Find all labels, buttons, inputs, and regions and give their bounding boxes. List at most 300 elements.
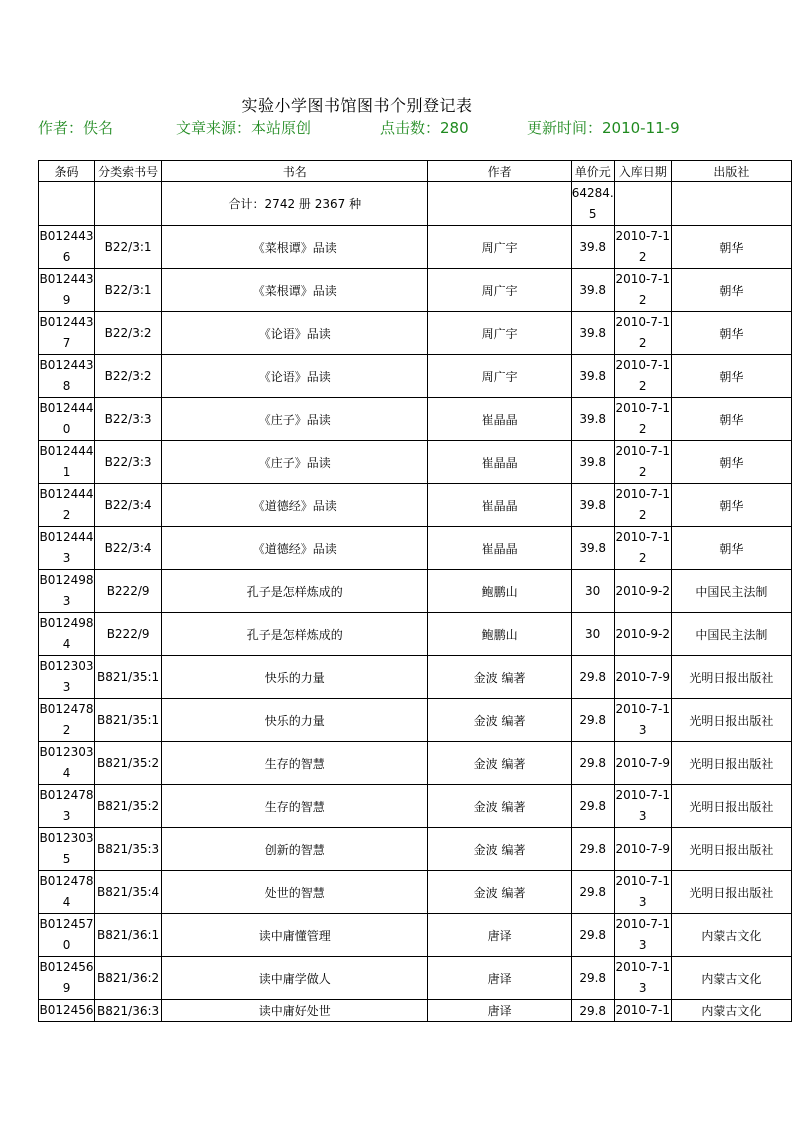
book-title-cell xyxy=(162,656,428,699)
barcode-cell-text: B0124783 xyxy=(39,788,94,823)
author-cell xyxy=(428,742,571,785)
price-cell-text: 29.8 xyxy=(579,756,607,770)
price-cell xyxy=(571,699,614,742)
barcode-cell-text: B0123034 xyxy=(39,745,94,780)
author-cell xyxy=(428,226,571,269)
price-cell xyxy=(571,1000,614,1022)
price-cell-text: 29.8 xyxy=(579,885,607,899)
col-header-title: 书名 xyxy=(162,161,428,182)
author-cell xyxy=(428,656,571,699)
publisher-cell-text: 朝华 xyxy=(719,240,744,255)
price-cell xyxy=(571,398,614,441)
click-count: 点击数：280 xyxy=(380,119,469,137)
barcode-cell xyxy=(39,527,95,570)
author-cell xyxy=(428,871,571,914)
book-title-cell-text: 孔子是怎样炼成的 xyxy=(246,584,343,599)
book-title-cell xyxy=(162,441,428,484)
date-cell xyxy=(614,828,671,871)
price-cell xyxy=(571,570,614,613)
price-cell-text: 29.8 xyxy=(579,971,607,985)
barcode-cell-text: B0124440 xyxy=(39,401,94,436)
author-cell xyxy=(428,699,571,742)
barcode-cell xyxy=(39,957,95,1000)
table-row xyxy=(39,613,792,656)
date-cell-text: 2010-7-9 xyxy=(615,841,670,856)
barcode-cell-text: B0124441 xyxy=(39,444,94,479)
class-number-cell-text: B22/3:4 xyxy=(104,498,152,512)
author-cell xyxy=(428,398,571,441)
price-cell xyxy=(571,269,614,312)
col-header-publisher: 出版社 xyxy=(671,161,791,182)
summary-empty-cell xyxy=(95,182,162,226)
class-number-cell-text: B22/3:2 xyxy=(104,326,152,340)
date-cell-text: 2010-7-12 xyxy=(615,530,670,565)
price-cell xyxy=(571,828,614,871)
barcode-cell xyxy=(39,355,95,398)
publisher-cell xyxy=(671,484,791,527)
table-row xyxy=(39,355,792,398)
date-cell-text: 2010-7-12 xyxy=(615,315,670,350)
col-header-price: 单价元 xyxy=(571,161,614,182)
table-row xyxy=(39,570,792,613)
publisher-cell xyxy=(671,742,791,785)
class-number-cell-text: B22/3:4 xyxy=(104,541,152,555)
publisher-cell-text: 朝华 xyxy=(719,369,744,384)
book-title-cell-text: 孔子是怎样炼成的 xyxy=(246,627,343,642)
class-number-cell xyxy=(95,656,162,699)
col-header-author: 作者 xyxy=(428,161,571,182)
price-cell-text: 30 xyxy=(585,584,601,598)
barcode-cell xyxy=(39,312,95,355)
date-cell xyxy=(614,1000,671,1022)
table-row xyxy=(39,656,792,699)
book-title-cell xyxy=(162,312,428,355)
barcode-cell-text: B0124983 xyxy=(39,573,94,608)
book-title-cell xyxy=(162,226,428,269)
author-cell xyxy=(428,355,571,398)
author-cell xyxy=(428,914,571,957)
barcode-cell-text: B0124570 xyxy=(39,917,94,952)
author-cell xyxy=(428,312,571,355)
class-number-cell-text: B821/36:3 xyxy=(97,1003,160,1018)
date-cell xyxy=(614,914,671,957)
publisher-cell-text: 光明日报出版社 xyxy=(689,842,774,857)
book-title-cell xyxy=(162,742,428,785)
publisher-cell-text: 内蒙古文化 xyxy=(701,1004,762,1018)
barcode-cell xyxy=(39,828,95,871)
date-cell xyxy=(614,570,671,613)
date-cell-text: 2010-7-12 xyxy=(615,229,670,264)
date-cell-text: 2010-7-9 xyxy=(615,669,670,684)
book-title-cell xyxy=(162,269,428,312)
author-cell-text: 金波 编著 xyxy=(473,799,526,814)
date-cell xyxy=(614,312,671,355)
publisher-cell-text: 光明日报出版社 xyxy=(689,799,774,814)
book-title-cell-text: 快乐的力量 xyxy=(264,713,325,728)
author-cell xyxy=(428,484,571,527)
book-title-cell xyxy=(162,699,428,742)
publisher-cell xyxy=(671,312,791,355)
publisher-cell xyxy=(671,1000,791,1022)
publisher-cell-text: 内蒙古文化 xyxy=(701,971,762,986)
class-number-cell xyxy=(95,957,162,1000)
barcode-cell xyxy=(39,269,95,312)
table-row xyxy=(39,699,792,742)
publisher-cell xyxy=(671,269,791,312)
class-number-cell-text: B222/9 xyxy=(106,584,150,598)
price-cell xyxy=(571,527,614,570)
author-cell-text: 金波 编著 xyxy=(473,713,526,728)
book-title-cell-text: 《道德经》品读 xyxy=(252,541,337,556)
update-time: 更新时间：2010-11-9 xyxy=(527,119,680,137)
table-row xyxy=(39,398,792,441)
book-title-cell-text: 《庄子》品读 xyxy=(258,455,331,470)
book-title-cell-text: 创新的智慧 xyxy=(264,842,325,857)
date-cell-text: 2010-7-13 xyxy=(615,960,670,995)
publisher-cell xyxy=(671,914,791,957)
book-title-cell xyxy=(162,527,428,570)
publisher-cell xyxy=(671,656,791,699)
publisher-cell xyxy=(671,828,791,871)
author-cell xyxy=(428,527,571,570)
summary-empty-cell xyxy=(614,182,671,226)
date-cell-text: 2010-9-2 xyxy=(615,626,670,641)
class-number-cell xyxy=(95,269,162,312)
author-cell-text: 鲍鹏山 xyxy=(481,584,518,599)
table-row xyxy=(39,914,792,957)
table-header-row xyxy=(39,161,792,182)
date-cell xyxy=(614,441,671,484)
publisher-cell-text: 光明日报出版社 xyxy=(689,713,774,728)
date-cell-text: 2010-7-9 xyxy=(615,755,670,770)
price-cell-text: 29.8 xyxy=(579,928,607,942)
book-title-cell xyxy=(162,570,428,613)
price-cell xyxy=(571,441,614,484)
publisher-cell xyxy=(671,613,791,656)
date-cell xyxy=(614,398,671,441)
book-title-cell-text: 读中庸好处世 xyxy=(258,1004,331,1018)
col-header-barcode: 条码 xyxy=(39,161,95,182)
publisher-cell-text: 光明日报出版社 xyxy=(689,756,774,771)
book-title-cell xyxy=(162,785,428,828)
summary-total-price-text: 64284.5 xyxy=(571,185,614,221)
book-title-cell-text: 读中庸学做人 xyxy=(258,971,331,986)
publisher-cell xyxy=(671,570,791,613)
table-row xyxy=(39,742,792,785)
price-cell xyxy=(571,785,614,828)
barcode-cell xyxy=(39,785,95,828)
author-cell xyxy=(428,269,571,312)
date-cell xyxy=(614,785,671,828)
col-header-class-number: 分类索书号 xyxy=(95,161,162,182)
book-title-cell-text: 《道德经》品读 xyxy=(252,498,337,513)
publisher-cell xyxy=(671,355,791,398)
date-cell-text: 2010-7-12 xyxy=(615,444,670,479)
book-title-cell-text: 《论语》品读 xyxy=(258,369,331,384)
class-number-cell-text: B821/36:1 xyxy=(97,928,160,942)
class-number-cell-text: B222/9 xyxy=(106,627,150,641)
author-cell-text: 金波 编著 xyxy=(473,842,526,857)
date-cell xyxy=(614,355,671,398)
author-cell-text: 周广宇 xyxy=(481,369,518,384)
publisher-cell-text: 朝华 xyxy=(719,455,744,470)
barcode-cell xyxy=(39,871,95,914)
class-number-cell-text: B821/35:2 xyxy=(97,756,160,770)
class-number-cell xyxy=(95,785,162,828)
book-title-cell xyxy=(162,957,428,1000)
author-cell-text: 金波 编著 xyxy=(473,756,526,771)
book-title-cell xyxy=(162,1000,428,1022)
barcode-cell-text: B0124782 xyxy=(39,702,94,737)
price-cell-text: 39.8 xyxy=(579,541,607,555)
book-title-cell xyxy=(162,484,428,527)
date-cell xyxy=(614,484,671,527)
source-info: 文章来源：本站原创 xyxy=(176,119,312,137)
author-cell xyxy=(428,1000,571,1022)
book-title-cell-text: 快乐的力量 xyxy=(264,670,325,685)
barcode-cell-text: B0124784 xyxy=(39,874,94,909)
class-number-cell-text: B22/3:1 xyxy=(104,283,152,297)
class-number-cell-text: B22/3:2 xyxy=(104,369,152,383)
book-register-table xyxy=(38,160,792,1022)
author-cell xyxy=(428,570,571,613)
barcode-cell-text: B0123035 xyxy=(39,831,94,866)
barcode-cell-text: B0124438 xyxy=(39,358,94,393)
summary-total-label: 合计：2742 册 2367 种 xyxy=(162,182,428,226)
price-cell-text: 39.8 xyxy=(579,369,607,383)
price-cell-text: 30 xyxy=(585,627,601,641)
class-number-cell-text: B821/35:4 xyxy=(97,885,160,899)
author-cell xyxy=(428,613,571,656)
class-number-cell xyxy=(95,312,162,355)
publisher-cell-text: 朝华 xyxy=(719,541,744,556)
date-cell-text: 2010-7-13 xyxy=(615,702,670,737)
class-number-cell xyxy=(95,742,162,785)
author-cell-text: 鲍鹏山 xyxy=(481,627,518,642)
date-cell-text: 2010-7-12 xyxy=(615,401,670,436)
price-cell-text: 39.8 xyxy=(579,326,607,340)
publisher-cell-text: 中国民主法制 xyxy=(695,627,768,642)
book-title-cell-text: 生存的智慧 xyxy=(264,756,325,771)
price-cell xyxy=(571,742,614,785)
price-cell xyxy=(571,957,614,1000)
class-number-cell xyxy=(95,1000,162,1022)
barcode-cell-text: B0124436 xyxy=(39,229,94,264)
date-cell-text: 2010-7-12 xyxy=(615,272,670,307)
price-cell xyxy=(571,226,614,269)
barcode-cell-text: B0124437 xyxy=(39,315,94,350)
price-cell-text: 39.8 xyxy=(579,498,607,512)
table-row xyxy=(39,957,792,1000)
author-cell xyxy=(428,957,571,1000)
publisher-cell xyxy=(671,527,791,570)
author-cell-text: 崔晶晶 xyxy=(481,541,518,556)
publisher-cell-text: 朝华 xyxy=(719,326,744,341)
table-row xyxy=(39,828,792,871)
book-title-cell xyxy=(162,613,428,656)
class-number-cell-text: B821/35:1 xyxy=(97,713,160,727)
summary-empty-cell xyxy=(428,182,571,226)
summary-empty-cell xyxy=(671,182,791,226)
class-number-cell xyxy=(95,914,162,957)
publisher-cell-text: 朝华 xyxy=(719,498,744,513)
date-cell xyxy=(614,957,671,1000)
date-cell-text: 2010-7-12 xyxy=(615,358,670,393)
publisher-cell xyxy=(671,441,791,484)
class-number-cell xyxy=(95,570,162,613)
barcode-cell xyxy=(39,699,95,742)
date-cell-text: 2010-9-2 xyxy=(615,583,670,598)
book-title-cell xyxy=(162,398,428,441)
book-title-cell-text: 《庄子》品读 xyxy=(258,412,331,427)
author-cell-text: 崔晶晶 xyxy=(481,498,518,513)
publisher-cell-text: 朝华 xyxy=(719,283,744,298)
date-cell xyxy=(614,871,671,914)
publisher-cell xyxy=(671,957,791,1000)
table-row xyxy=(39,785,792,828)
publisher-cell xyxy=(671,785,791,828)
book-title-cell-text: 《菜根谭》品读 xyxy=(252,283,337,298)
price-cell-text: 39.8 xyxy=(579,455,607,469)
barcode-cell-text: B0124439 xyxy=(39,272,94,307)
date-cell xyxy=(614,226,671,269)
class-number-cell xyxy=(95,613,162,656)
barcode-cell-text: B0123033 xyxy=(39,659,94,694)
barcode-cell xyxy=(39,656,95,699)
book-title-cell xyxy=(162,355,428,398)
class-number-cell xyxy=(95,441,162,484)
barcode-cell xyxy=(39,398,95,441)
date-cell-text: 2010-7-13 xyxy=(615,917,670,952)
price-cell-text: 39.8 xyxy=(579,283,607,297)
author-cell-text: 崔晶晶 xyxy=(481,412,518,427)
date-cell xyxy=(614,656,671,699)
barcode-cell xyxy=(39,613,95,656)
table-row xyxy=(39,527,792,570)
barcode-cell-text: B012456 xyxy=(39,1003,94,1017)
barcode-cell-text: B0124569 xyxy=(39,960,94,995)
price-cell-text: 39.8 xyxy=(579,412,607,426)
author-cell xyxy=(428,441,571,484)
book-title-cell xyxy=(162,871,428,914)
publisher-cell-text: 朝华 xyxy=(719,412,744,427)
price-cell xyxy=(571,613,614,656)
price-cell-text: 29.8 xyxy=(579,842,607,856)
publisher-cell xyxy=(671,226,791,269)
author-cell-text: 周广宇 xyxy=(481,326,518,341)
class-number-cell xyxy=(95,484,162,527)
price-cell-text: 39.8 xyxy=(579,240,607,254)
publisher-cell-text: 中国民主法制 xyxy=(695,584,768,599)
class-number-cell xyxy=(95,226,162,269)
publisher-cell-text: 内蒙古文化 xyxy=(701,928,762,943)
page-title: 实验小学图书馆图书个别登记表 xyxy=(241,96,473,115)
book-title-cell-text: 《菜根谭》品读 xyxy=(252,240,337,255)
date-cell-text: 2010-7-12 xyxy=(615,487,670,522)
barcode-cell xyxy=(39,570,95,613)
publisher-cell-text: 光明日报出版社 xyxy=(689,670,774,685)
summary-empty-cell xyxy=(39,182,95,226)
barcode-cell xyxy=(39,742,95,785)
date-cell-text: 2010-7-13 xyxy=(615,788,670,823)
publisher-cell xyxy=(671,871,791,914)
price-cell-text: 29.8 xyxy=(579,1003,607,1018)
class-number-cell xyxy=(95,871,162,914)
table-row xyxy=(39,226,792,269)
date-cell-text: 2010-7-13 xyxy=(615,874,670,909)
barcode-cell xyxy=(39,441,95,484)
price-cell xyxy=(571,871,614,914)
book-title-cell-text: 《论语》品读 xyxy=(258,326,331,341)
table-row xyxy=(39,441,792,484)
class-number-cell-text: B821/35:1 xyxy=(97,670,160,684)
table-row xyxy=(39,269,792,312)
book-title-cell xyxy=(162,828,428,871)
author-cell-text: 金波 编著 xyxy=(473,885,526,900)
price-cell xyxy=(571,914,614,957)
price-cell-text: 29.8 xyxy=(579,799,607,813)
date-cell xyxy=(614,613,671,656)
class-number-cell xyxy=(95,398,162,441)
barcode-cell xyxy=(39,226,95,269)
author-cell xyxy=(428,828,571,871)
class-number-cell-text: B821/35:3 xyxy=(97,842,160,856)
barcode-cell xyxy=(39,914,95,957)
class-number-cell-text: B22/3:3 xyxy=(104,455,152,469)
table-row xyxy=(39,312,792,355)
barcode-cell-text: B0124984 xyxy=(39,616,94,651)
author-cell-text: 崔晶晶 xyxy=(481,455,518,470)
author-cell-text: 金波 编著 xyxy=(473,670,526,685)
publisher-cell-text: 光明日报出版社 xyxy=(689,885,774,900)
class-number-cell xyxy=(95,828,162,871)
author-cell-text: 唐译 xyxy=(487,1004,512,1018)
table-row xyxy=(39,1000,792,1022)
book-title-cell-text: 读中庸懂管理 xyxy=(258,928,331,943)
barcode-cell-text: B0124442 xyxy=(39,487,94,522)
class-number-cell xyxy=(95,527,162,570)
table-row xyxy=(39,484,792,527)
class-number-cell-text: B22/3:1 xyxy=(104,240,152,254)
publisher-cell xyxy=(671,699,791,742)
table-row xyxy=(39,871,792,914)
book-title-cell-text: 生存的智慧 xyxy=(264,799,325,814)
class-number-cell xyxy=(95,699,162,742)
book-title-cell xyxy=(162,914,428,957)
class-number-cell-text: B22/3:3 xyxy=(104,412,152,426)
author-info: 作者：佚名 xyxy=(38,119,114,137)
barcode-cell xyxy=(39,484,95,527)
date-cell xyxy=(614,742,671,785)
price-cell-text: 29.8 xyxy=(579,713,607,727)
summary-row xyxy=(39,182,792,226)
author-cell-text: 周广宇 xyxy=(481,283,518,298)
class-number-cell xyxy=(95,355,162,398)
date-cell xyxy=(614,699,671,742)
price-cell xyxy=(571,656,614,699)
class-number-cell-text: B821/36:2 xyxy=(97,971,160,985)
price-cell xyxy=(571,355,614,398)
price-cell xyxy=(571,484,614,527)
price-cell xyxy=(571,312,614,355)
date-cell xyxy=(614,269,671,312)
author-cell-text: 唐译 xyxy=(487,971,512,986)
author-cell-text: 唐译 xyxy=(487,928,512,943)
author-cell xyxy=(428,785,571,828)
date-cell-text: 2010-7-1 xyxy=(615,1003,670,1017)
summary-total-price xyxy=(571,182,614,226)
publisher-cell xyxy=(671,398,791,441)
